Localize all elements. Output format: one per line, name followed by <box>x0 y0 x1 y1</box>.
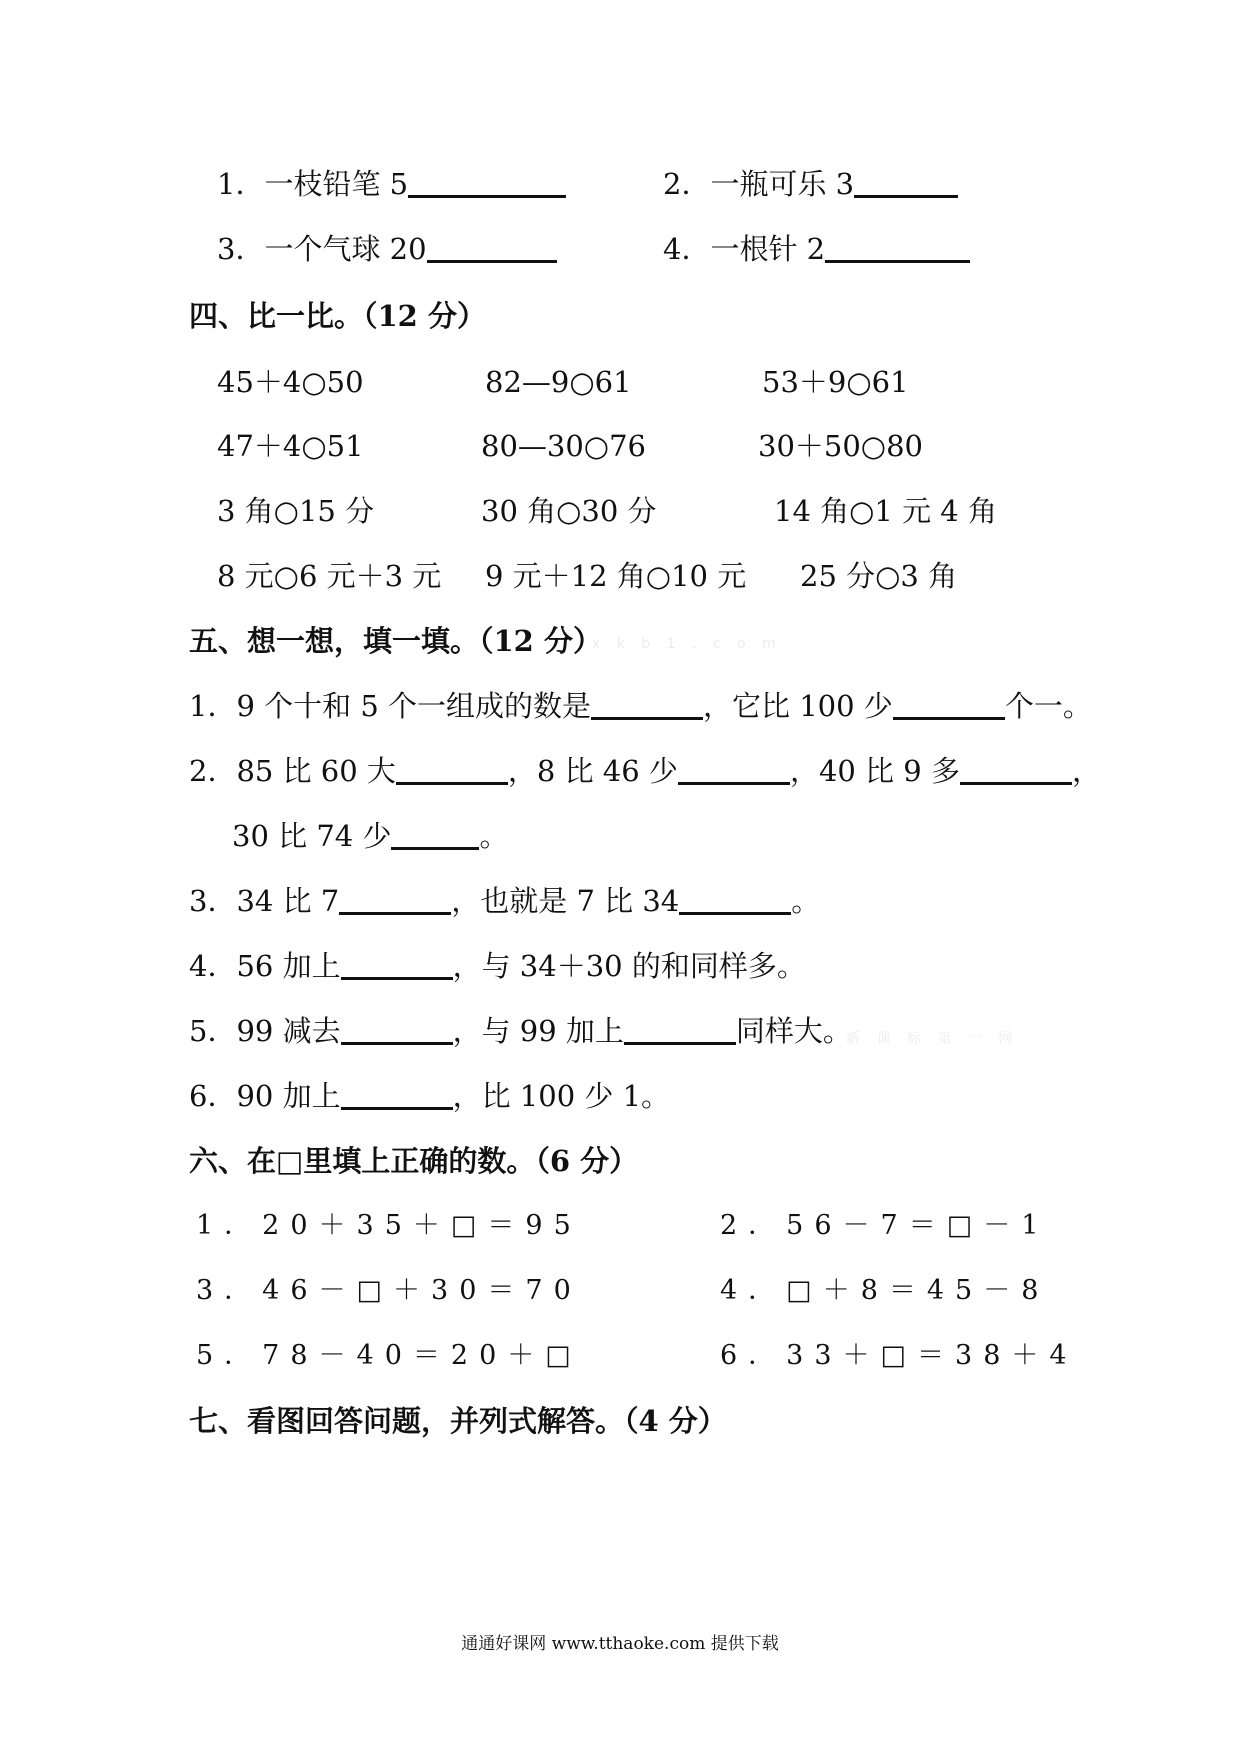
section7-heading: 七、看图回答问题，并列式解答。（4 分） <box>189 1404 727 1438</box>
answer-blank[interactable] <box>341 947 453 980</box>
compare-item: 30＋50○80 <box>758 429 924 463</box>
unit-item-balloon <box>217 229 557 269</box>
section4-heading: 四、比一比。（12 分） <box>189 299 486 333</box>
compare-item: 9 元＋12 角○10 元 <box>485 559 747 593</box>
box-equation: 1．20＋35＋□＝95 <box>196 1210 582 1241</box>
answer-blank[interactable] <box>893 687 1005 720</box>
answer-blank[interactable] <box>391 817 479 850</box>
answer-blank[interactable] <box>341 1012 453 1045</box>
answer-blank[interactable] <box>396 752 508 785</box>
fill-question-5: 5．99 减去 ，与 99 加上 同样大。 <box>189 1014 852 1048</box>
unit-item-cola <box>663 164 958 204</box>
compare-item: 25 分○3 角 <box>800 559 958 593</box>
compare-item: 30 角○30 分 <box>481 494 657 528</box>
answer-blank[interactable] <box>408 165 566 198</box>
watermark-text: 新 课 标 第 一 网 <box>846 1031 1019 1047</box>
compare-item: 47＋4○51 <box>217 429 364 463</box>
item-label: 3．一个气球 20 <box>217 232 427 266</box>
compare-item: 82—9○61 <box>485 365 632 399</box>
box-equation: 3．46－□＋30＝70 <box>196 1275 582 1306</box>
answer-blank[interactable] <box>427 230 557 263</box>
fill-question-3: 3．34 比 7 ，也就是 7 比 34 。 <box>189 884 821 918</box>
compare-item: 45＋4○50 <box>217 365 364 399</box>
answer-blank[interactable] <box>339 882 451 915</box>
fill-question-6: 6．90 加上 ，比 100 少 1。 <box>189 1079 671 1113</box>
box-equation: 4．□＋8＝45－8 <box>720 1275 1050 1306</box>
compare-item: 8 元○6 元＋3 元 <box>217 559 442 593</box>
answer-blank[interactable] <box>678 752 790 785</box>
page-footer: 通通好课网 www.tthaoke.com 提供下载 <box>461 1634 779 1654</box>
compare-item: 14 角○1 元 4 角 <box>774 494 997 528</box>
unit-item-pencil <box>217 164 566 204</box>
fill-question-1: 1．9 个十和 5 个一组成的数是 ，它比 100 少 个一。 <box>189 689 1092 723</box>
answer-blank[interactable] <box>679 882 791 915</box>
answer-blank[interactable] <box>341 1077 453 1110</box>
compare-item: 80—30○76 <box>481 429 647 463</box>
item-label: 4．一根针 2 <box>663 232 826 266</box>
fill-question-4: 4．56 加上 ，与 34＋30 的和同样多。 <box>189 949 806 983</box>
box-equation: 2．56－7＝□－1 <box>720 1210 1050 1241</box>
section6-heading: 六、在□里填上正确的数。（6 分） <box>189 1144 639 1178</box>
box-equation: 5．78－40＝20＋□ <box>196 1340 582 1371</box>
watermark-text: x k b 1 . c o m <box>592 636 782 652</box>
unit-item-needle <box>663 229 970 269</box>
fill-question-2: 2．85 比 60 大 ，8 比 46 少 ，40 比 9 多 ， <box>189 754 1101 788</box>
section5-heading: 五、想一想，填一填。（12 分） <box>189 624 602 658</box>
answer-blank[interactable] <box>854 165 958 198</box>
answer-blank[interactable] <box>624 1012 736 1045</box>
answer-blank[interactable] <box>960 752 1072 785</box>
box-equation: 6．33＋□＝38＋4 <box>720 1340 1078 1371</box>
item-label: 1．一枝铅笔 5 <box>217 167 409 201</box>
compare-item: 3 角○15 分 <box>217 494 375 528</box>
item-label: 2．一瓶可乐 3 <box>663 167 855 201</box>
compare-item: 53＋9○61 <box>762 365 909 399</box>
fill-question-2-cont: 30 比 74 少 。 <box>232 819 509 853</box>
answer-blank[interactable] <box>591 687 703 720</box>
answer-blank[interactable] <box>825 230 970 263</box>
